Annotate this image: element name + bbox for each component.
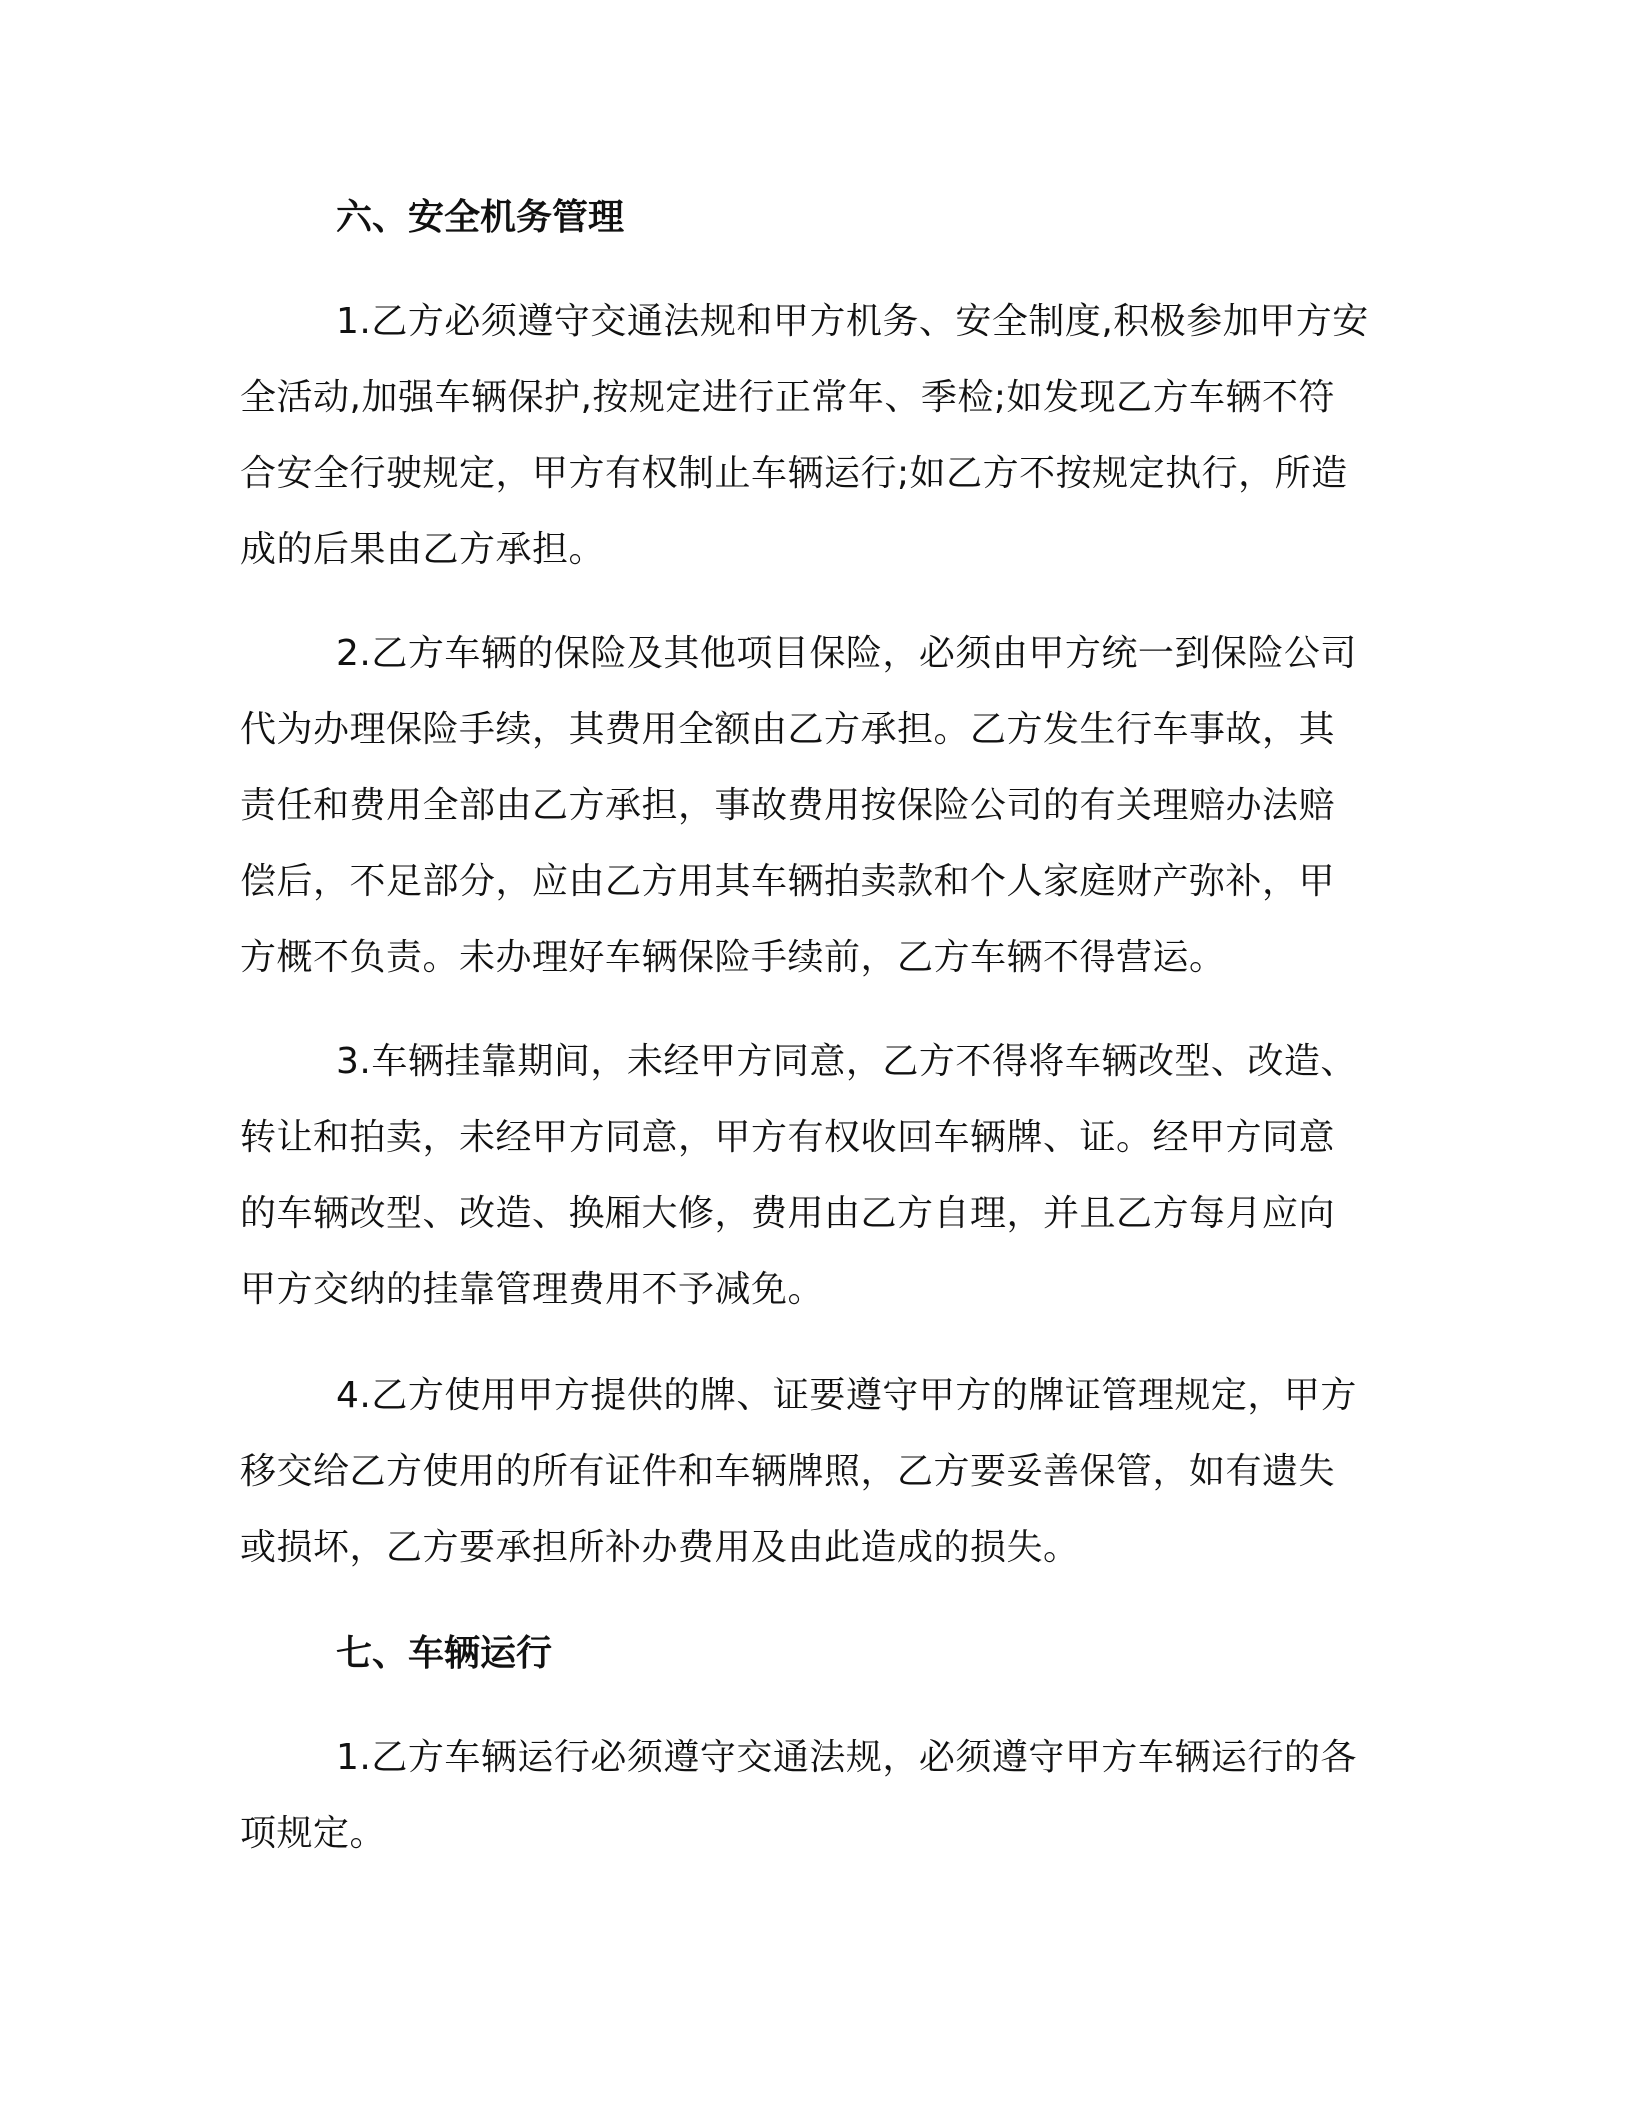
section-heading-6: 六、安全机务管理 bbox=[336, 197, 625, 238]
text-line: 3.车辆挂靠期间，未经甲方同意，乙方不得将车辆改型、改造、 bbox=[336, 1041, 1357, 1082]
text-line: 或损坏，乙方要承担所补办费用及由此造成的损失。 bbox=[240, 1527, 1080, 1568]
text-line: 转让和拍卖，未经甲方同意，甲方有权收回车辆牌、证。经甲方同意 bbox=[240, 1117, 1336, 1158]
text-line: 成的后果由乙方承担。 bbox=[240, 529, 606, 570]
paragraph-6-3 bbox=[240, 1024, 1380, 1328]
paragraph-6-4 bbox=[240, 1358, 1380, 1586]
text-line: 4.乙方使用甲方提供的牌、证要遵守甲方的牌证管理规定，甲方 bbox=[336, 1375, 1357, 1416]
text-line: 项规定。 bbox=[240, 1813, 387, 1854]
text-line: 方概不负责。未办理好车辆保险手续前，乙方车辆不得营运。 bbox=[240, 937, 1226, 978]
text-line: 合安全行驶规定，甲方有权制止车辆运行;如乙方不按规定执行，所造 bbox=[240, 453, 1348, 494]
text-line: 甲方交纳的挂靠管理费用不予减免。 bbox=[240, 1269, 825, 1310]
paragraph-7-1 bbox=[240, 1720, 1380, 1872]
text-line: 代为办理保险手续，其费用全额由乙方承担。乙方发生行车事故，其 bbox=[240, 709, 1336, 750]
text-line: 全活动,加强车辆保护,按规定进行正常年、季检;如发现乙方车辆不符 bbox=[240, 377, 1336, 418]
text-line: 1.乙方车辆运行必须遵守交通法规，必须遵守甲方车辆运行的各 bbox=[336, 1737, 1357, 1778]
text-line: 的车辆改型、改造、换厢大修，费用由乙方自理，并且乙方每月应向 bbox=[240, 1193, 1336, 1234]
text-line: 移交给乙方使用的所有证件和车辆牌照，乙方要妥善保管，如有遗失 bbox=[240, 1451, 1336, 1492]
section-heading-7: 七、车辆运行 bbox=[336, 1633, 553, 1674]
paragraph-6-2 bbox=[240, 616, 1380, 996]
text-line: 责任和费用全部由乙方承担，事故费用按保险公司的有关理赔办法赔 bbox=[240, 785, 1336, 826]
text-line: 2.乙方车辆的保险及其他项目保险，必须由甲方统一到保险公司 bbox=[336, 633, 1357, 674]
text-line: 偿后，不足部分，应由乙方用其车辆拍卖款和个人家庭财产弥补，甲 bbox=[240, 861, 1336, 902]
text-line: 1.乙方必须遵守交通法规和甲方机务、安全制度,积极参加甲方安 bbox=[336, 301, 1369, 342]
paragraph-6-1 bbox=[240, 284, 1380, 588]
